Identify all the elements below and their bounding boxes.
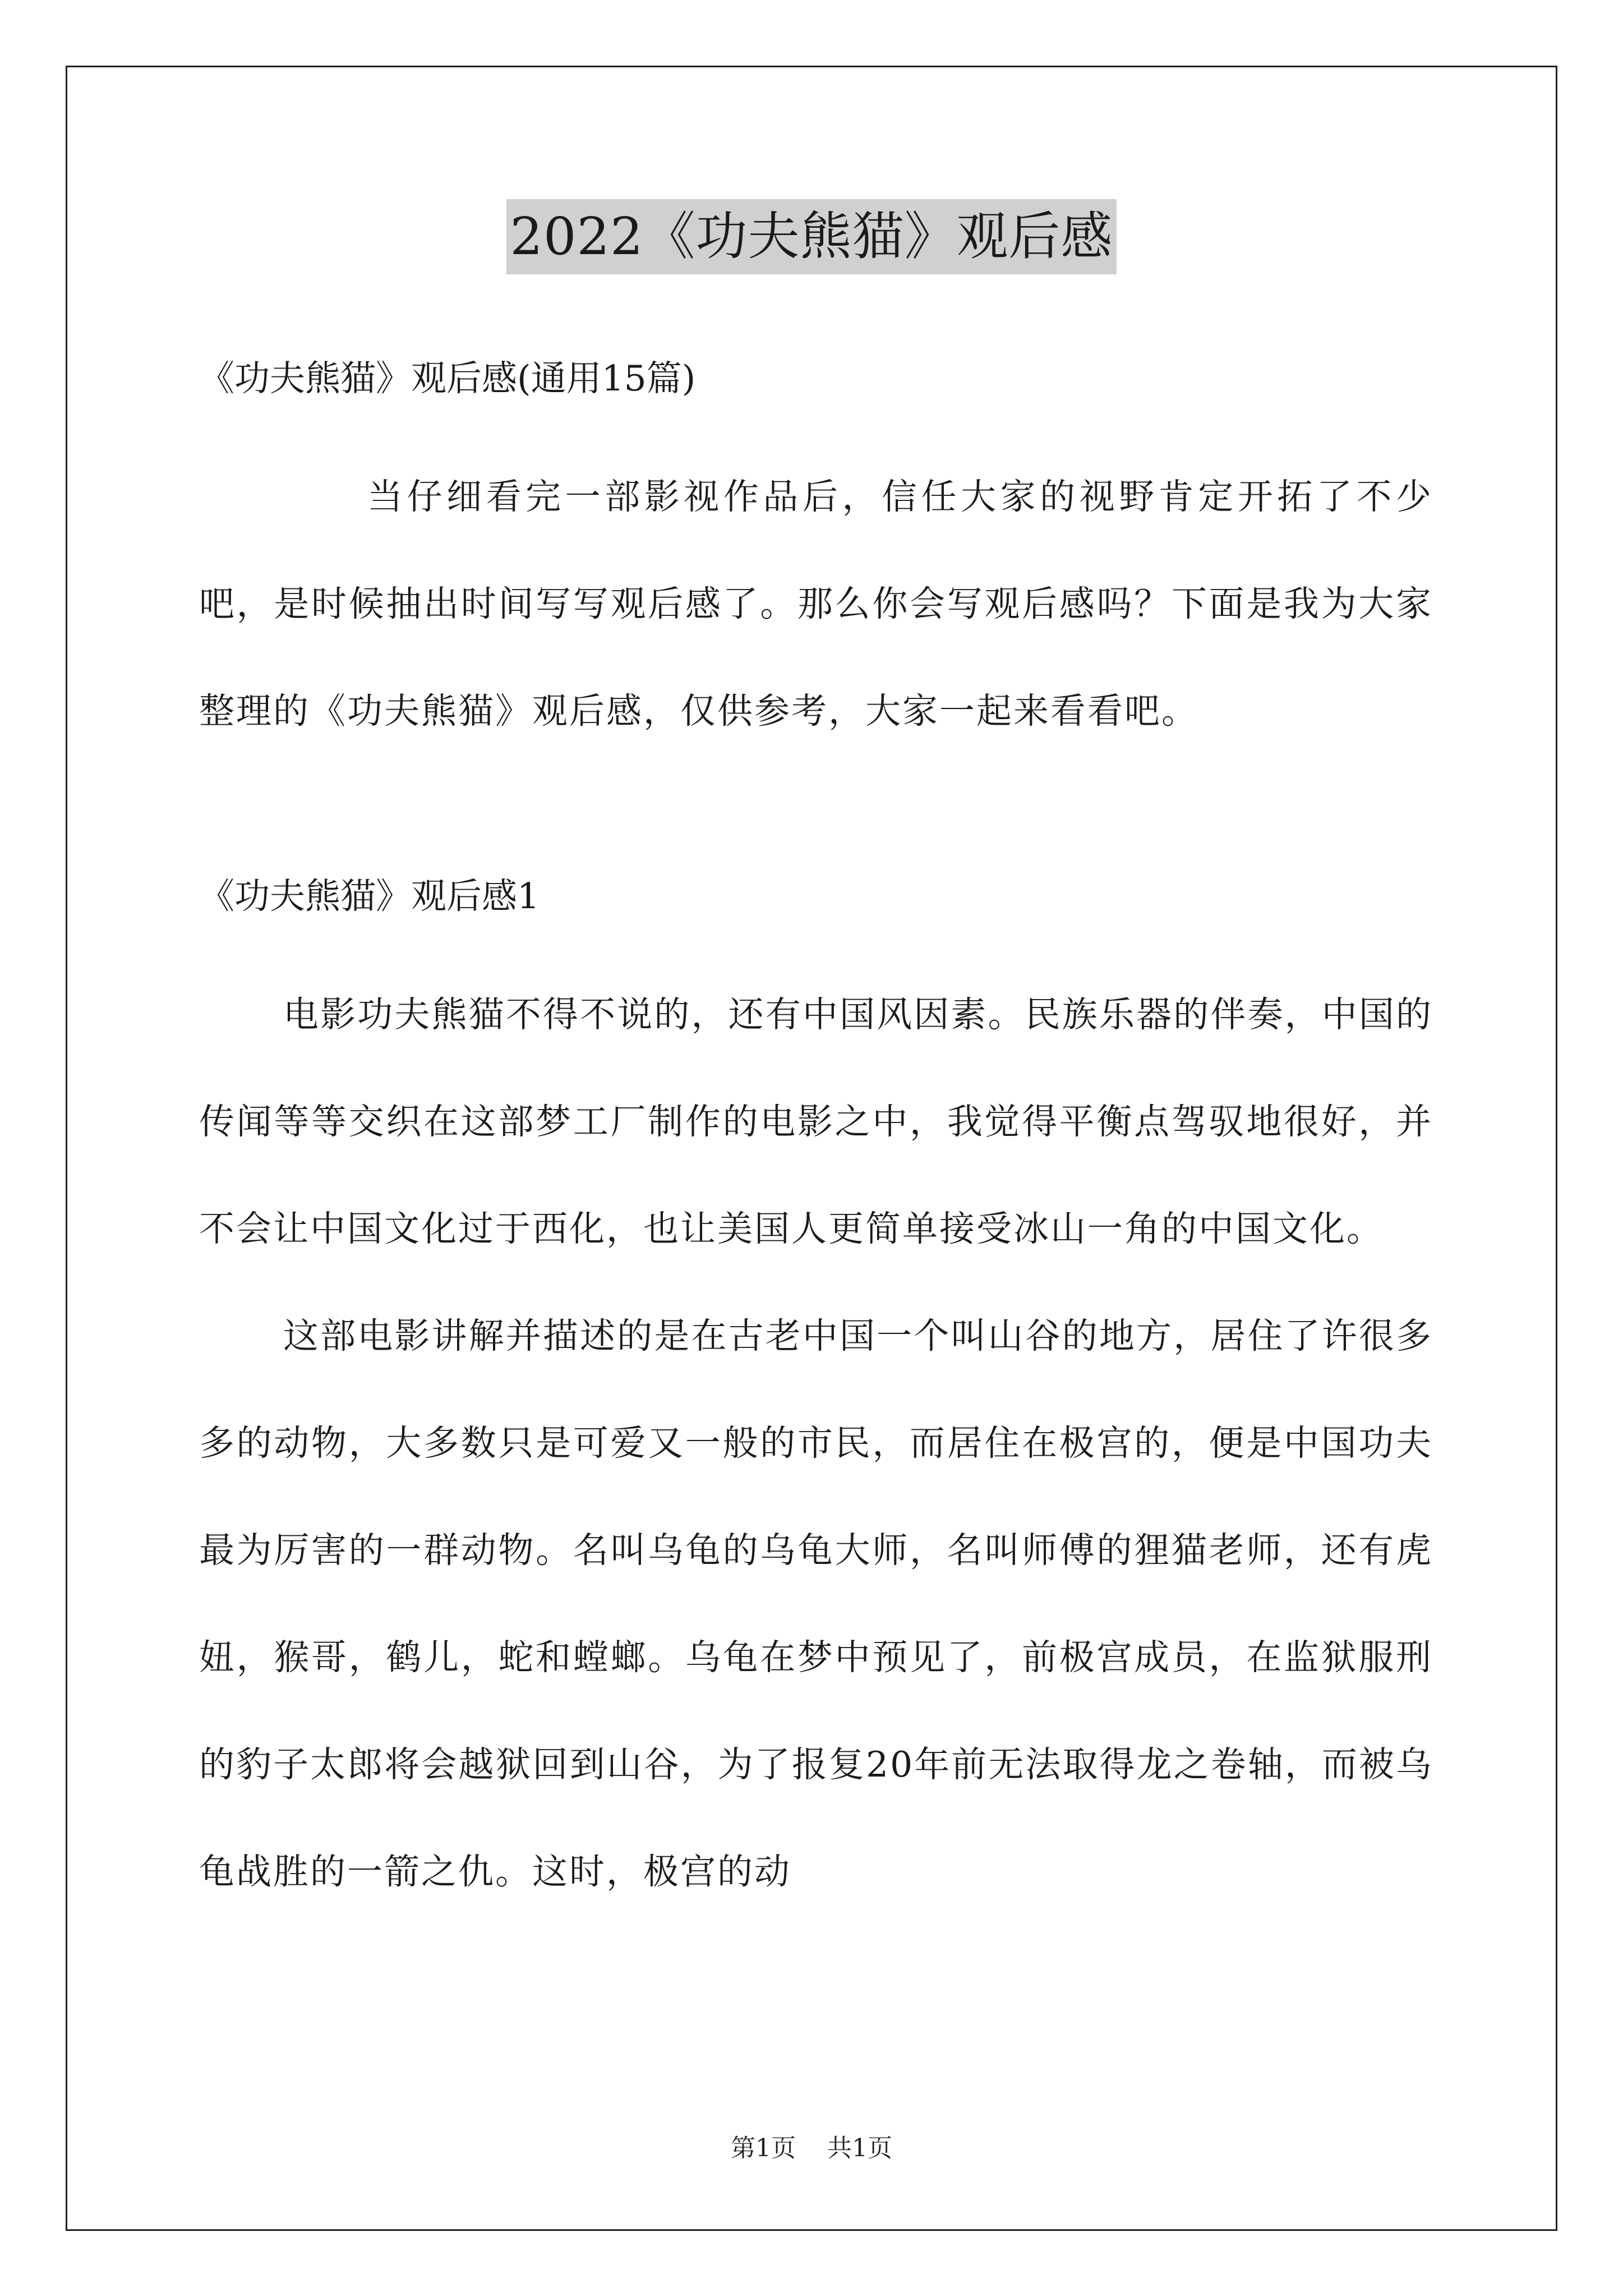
- document-title: 2022《功夫熊猫》观后感: [506, 199, 1116, 274]
- intro-paragraph: 当仔细看完一部影视作品后，信任大家的视野肯定开拓了不少吧，是时候抽出时间写写观后感了。那么你会写观后感吗？下面是我为大家整理的《功夫熊猫》观后感，仅供参考，大家一起来看看吧。: [199, 476, 1433, 731]
- section-heading: 《功夫熊猫》观后感1: [199, 876, 540, 917]
- section-gap: [199, 765, 1433, 832]
- page-footer: [0, 2132, 1623, 2165]
- document-subtitle: 《功夫熊猫》观后感(通用15篇): [199, 358, 696, 399]
- body-paragraph-1: 电影功夫熊猫不得不说的，还有中国风因素。民族乐器的伴奏，中国的传闻等等交织在这部梦工厂制作的电影之中，我觉得平衡点驾驭地很好，并不会让中国文化过于西化，也让美国人更简单接受冰山一角的中国文化。: [199, 994, 1433, 1249]
- body-paragraph-2: 这部电影讲解并描述的是在古老中国一个叫山谷的地方，居住了许很多多的动物，大多数只是可爱又一般的市民，而居住在极宫的，便是中国功夫最为厉害的一群动物。名叫乌龟的乌龟大师，名叫师傅的狸猫老师，还有虎妞，猴哥，鹤儿，蛇和螳螂。乌龟在梦中预见了，前极宫成员，在监狱服刑的豹子太郎将会越狱回到山谷，为了报复20年前无法取得龙之卷轴，而被乌龟战胜的一箭之仇。这时，极宫的动: [199, 1315, 1433, 1892]
- document-body: [199, 314, 1433, 1925]
- page-number-total: 共1页: [827, 2134, 892, 2162]
- title-container: [0, 199, 1623, 274]
- page-number-current: 第1页: [731, 2134, 796, 2162]
